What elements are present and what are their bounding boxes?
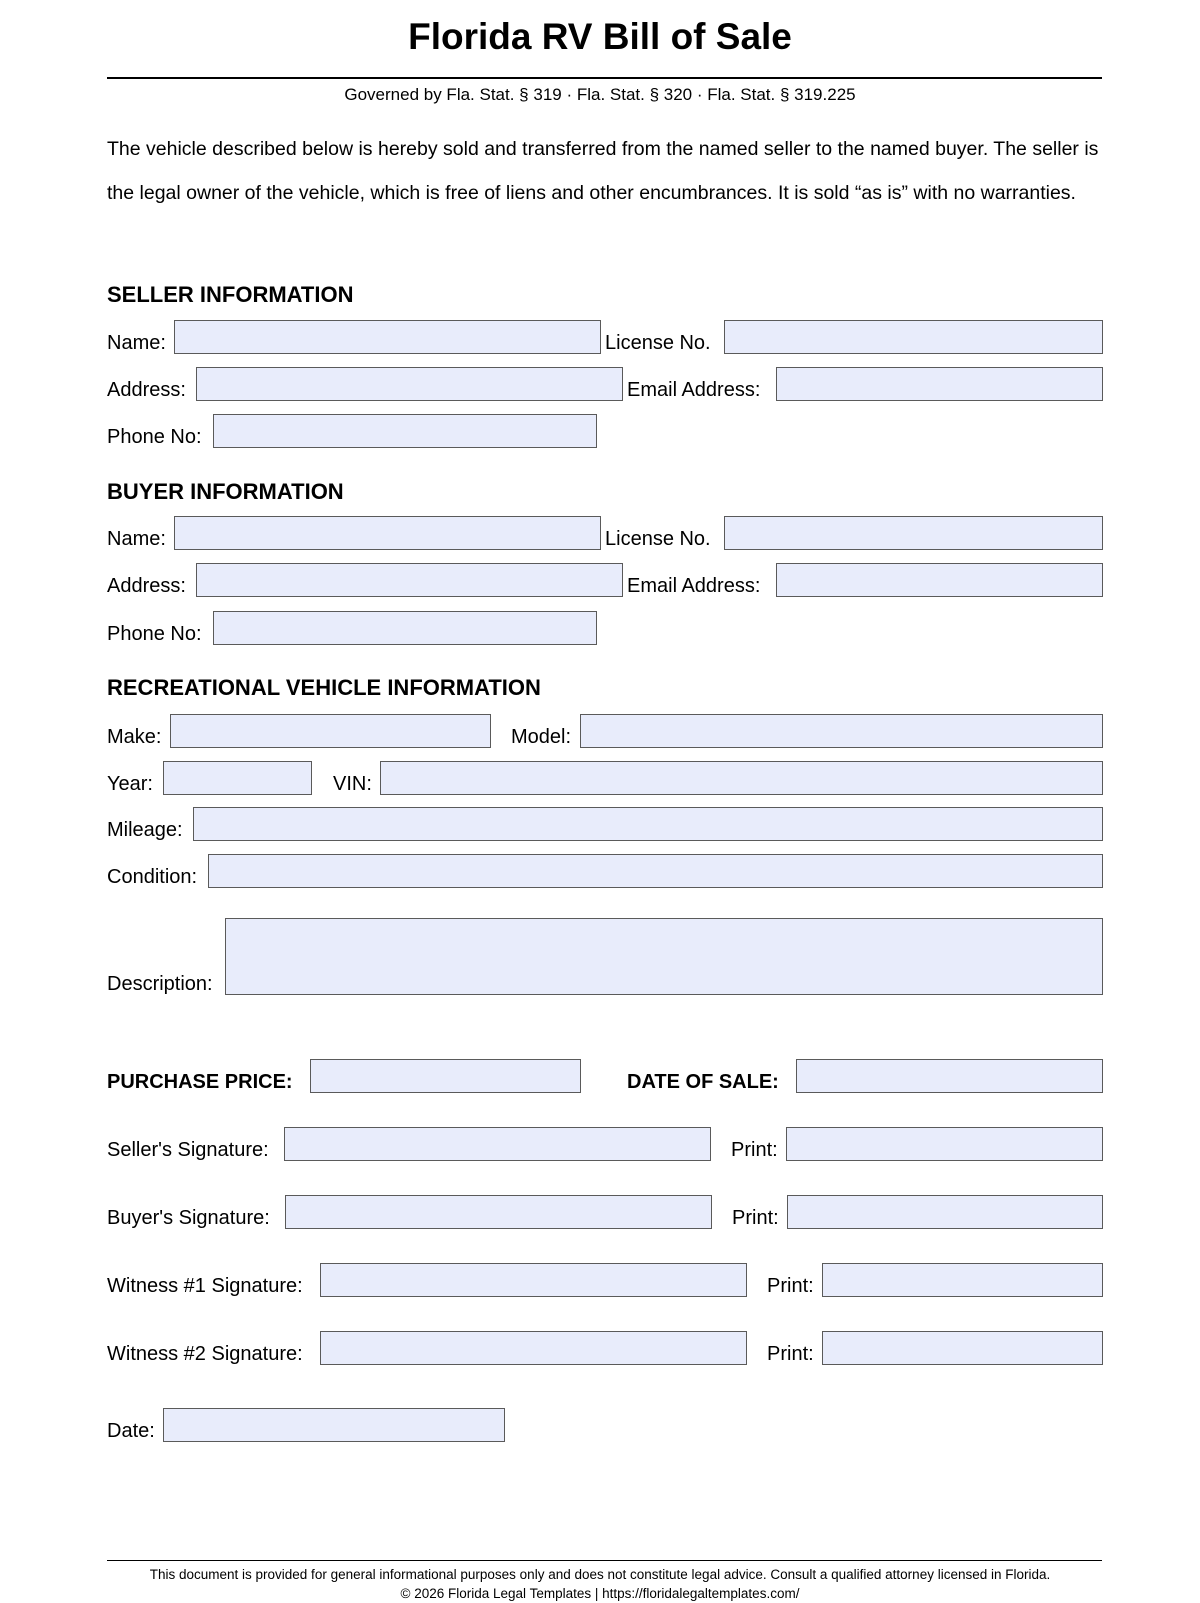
buyer-signature-field[interactable] <box>285 1195 712 1229</box>
vehicle-section-heading: RECREATIONAL VEHICLE INFORMATION <box>107 675 541 700</box>
witness2-print-label: Print: <box>767 1343 814 1365</box>
vehicle-condition-label: Condition: <box>107 866 198 888</box>
vehicle-description-label: Description: <box>107 973 213 995</box>
purchase-price-label: PURCHASE PRICE: <box>107 1071 293 1093</box>
document-title: Florida RV Bill of Sale <box>408 16 792 57</box>
seller-license-label: License No. <box>605 332 711 354</box>
seller-section-heading: SELLER INFORMATION <box>107 282 354 307</box>
seller-phone-field[interactable] <box>213 414 597 448</box>
witness2-signature-label: Witness #2 Signature: <box>107 1343 303 1365</box>
vehicle-year-label: Year: <box>107 773 153 795</box>
seller-signature-label: Seller's Signature: <box>107 1139 269 1161</box>
witness1-signature-label: Witness #1 Signature: <box>107 1275 303 1297</box>
buyer-license-label: License No. <box>605 528 711 550</box>
footer-copyright: © 2026 Florida Legal Templates | https://floridalegaltemplates.com/ <box>400 1586 800 1601</box>
buyer-address-label: Address: <box>107 575 186 597</box>
date-of-sale-label: DATE OF SALE: <box>627 1071 779 1093</box>
signature-date-field[interactable] <box>163 1408 505 1442</box>
vehicle-vin-label: VIN: <box>333 773 372 795</box>
statute-reference: Governed by Fla. Stat. § 319 · Fla. Stat. § 320 · Fla. Stat. § 319.225 <box>344 85 856 104</box>
vehicle-make-field[interactable] <box>170 714 491 748</box>
seller-address-field[interactable] <box>196 367 623 401</box>
vehicle-vin-field[interactable] <box>380 761 1103 795</box>
vehicle-make-label: Make: <box>107 726 162 748</box>
seller-name-field[interactable] <box>174 320 601 354</box>
buyer-phone-field[interactable] <box>213 611 597 645</box>
seller-address-label: Address: <box>107 379 186 401</box>
footer-divider <box>107 1560 1102 1561</box>
vehicle-model-field[interactable] <box>580 714 1103 748</box>
seller-email-label: Email Address: <box>627 379 761 401</box>
signature-date-label: Date: <box>107 1420 155 1442</box>
witness2-print-field[interactable] <box>822 1331 1103 1365</box>
date-of-sale-field[interactable] <box>796 1059 1103 1093</box>
seller-license-field[interactable] <box>724 320 1103 354</box>
buyer-email-label: Email Address: <box>627 575 761 597</box>
buyer-section-heading: BUYER INFORMATION <box>107 479 344 504</box>
vehicle-description-field[interactable] <box>225 918 1103 995</box>
witness1-print-field[interactable] <box>822 1263 1103 1297</box>
purchase-price-field[interactable] <box>310 1059 581 1093</box>
vehicle-mileage-label: Mileage: <box>107 819 183 841</box>
seller-print-label: Print: <box>731 1139 778 1161</box>
seller-signature-field[interactable] <box>284 1127 711 1161</box>
buyer-signature-label: Buyer's Signature: <box>107 1207 270 1229</box>
witness2-signature-field[interactable] <box>320 1331 747 1365</box>
buyer-address-field[interactable] <box>196 563 623 597</box>
buyer-print-field[interactable] <box>787 1195 1103 1229</box>
vehicle-model-label: Model: <box>511 726 572 748</box>
footer-disclaimer: This document is provided for general informational purposes only and does not constitute legal advice. Consult a qualified attorney licensed in Florida. <box>149 1567 1051 1582</box>
seller-phone-label: Phone No: <box>107 426 202 448</box>
buyer-name-field[interactable] <box>174 516 601 550</box>
seller-email-field[interactable] <box>776 367 1103 401</box>
buyer-phone-label: Phone No: <box>107 623 202 645</box>
vehicle-mileage-field[interactable] <box>193 807 1103 841</box>
buyer-license-field[interactable] <box>724 516 1103 550</box>
seller-print-field[interactable] <box>786 1127 1103 1161</box>
witness1-print-label: Print: <box>767 1275 814 1297</box>
vehicle-year-field[interactable] <box>163 761 312 795</box>
buyer-email-field[interactable] <box>776 563 1103 597</box>
header-divider <box>107 77 1102 79</box>
buyer-print-label: Print: <box>732 1207 779 1229</box>
intro-paragraph: The vehicle described below is hereby sold and transferred from the named seller to the named buyer. The seller is the legal owner of the vehicle, which is free of liens and other encumbrances. It is sold “as is” with no warranties. <box>107 138 1099 204</box>
witness1-signature-field[interactable] <box>320 1263 747 1297</box>
seller-name-label: Name: <box>107 332 166 354</box>
vehicle-condition-field[interactable] <box>208 854 1103 888</box>
buyer-name-label: Name: <box>107 528 166 550</box>
